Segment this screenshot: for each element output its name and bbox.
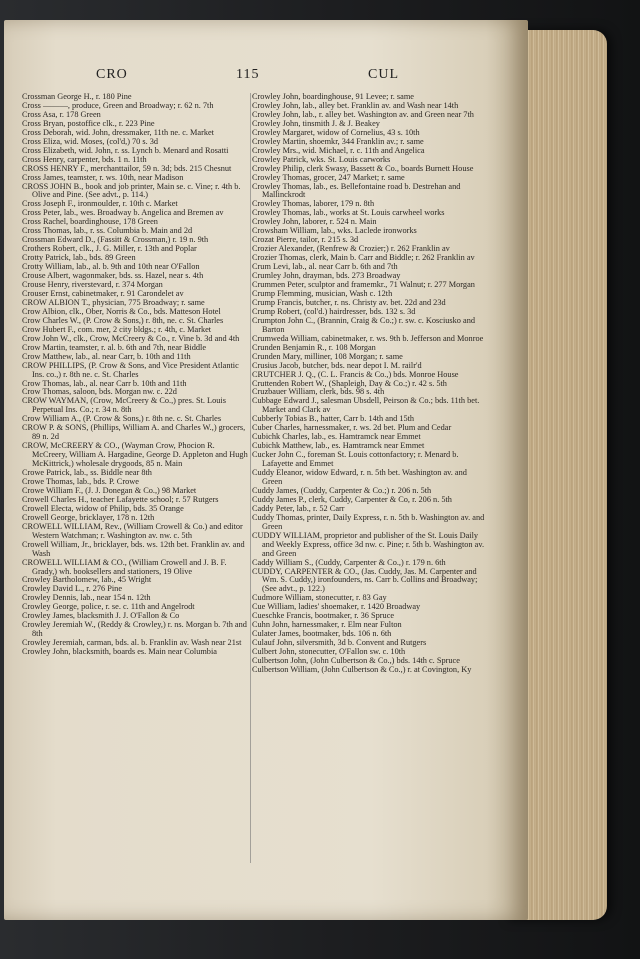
directory-entry: Crowley Bartholomew, lab., 45 Wright xyxy=(22,575,152,585)
directory-entry: Cubichk Charles, lab., es. Hamtramck near Emmet xyxy=(252,432,421,442)
directory-entry: CROWELL WILLIAM & CO., (William Crowell and J. B. F. Grady,) wh. booksellers and stationers, 19 Olive xyxy=(22,557,227,576)
directory-entry: Crow John W., clk., Crow, McCreery & Co., r. Vine b. 3d and 4th xyxy=(22,333,240,343)
directory-entry: Crotty William, lab., al. b. 9th and 10th near O'Fallon xyxy=(22,262,200,272)
directory-entry: Crossman Edward D., (Fassitt & Crossman,) r. 19 n. 9th xyxy=(22,235,209,245)
directory-entry: Crump Francis, butcher, r. ns. Christy av. bet. 22d and 23d xyxy=(252,297,446,307)
directory-entry: Cuhn John, harnessmaker, r. Elm near Fulton xyxy=(252,620,402,630)
directory-entry: Cuddy Eleanor, widow Edward, r. n. 5th bet. Washington av. and Green xyxy=(252,468,467,486)
directory-entry: Caddy William S., (Cuddy, Carpenter & Co.,) r. 179 n. 6th xyxy=(252,557,446,567)
directory-entry: Cruttenden Robert W., (Shapleigh, Day & Co.;) r. 42 s. 5th xyxy=(252,378,447,388)
directory-entry: Crowley John, lab., alley bet. Franklin av. and Wash near 14th xyxy=(252,100,459,110)
left-column xyxy=(22,93,248,657)
directory-entry: Crum Levi, lab., al. near Carr b. 6th and 7th xyxy=(252,262,398,272)
directory-entry: Crowley Jeremiah W., (Reddy & Crowley,) r. ns. Morgan b. 7th and 8th xyxy=(22,620,247,639)
directory-entry: Crowley James, blacksmith J. J. O'Fallon & Co xyxy=(22,611,180,621)
directory-entry: Cubbage Edward J., salesman Ubsdell, Peirson & Co.; bds. 11th bet. Market and Clark av xyxy=(252,396,480,415)
directory-entry: Crozier Thomas, clerk, Main b. Carr and Biddle; r. 262 Franklin av xyxy=(252,253,475,263)
directory-entry: Cubichk Matthew, lab., es. Hamtramck near Emmet xyxy=(252,441,425,451)
directory-entry: CROSS HENRY F., merchanttailor, 59 n. 3d; bds. 215 Chesnut xyxy=(22,163,232,173)
directory-entry: Crow William A., (P. Crow & Sons,) r. 8th ne. c. St. Charles xyxy=(22,414,222,424)
directory-entry: Cuddy James, (Cuddy, Carpenter & Co.;) r. 206 n. 5th xyxy=(252,485,432,495)
directory-entry: Crozier Alexander, (Renfrew & Crozier;) r. 262 Franklin av xyxy=(252,244,450,254)
directory-entry: Cross Asa, r. 178 Green xyxy=(22,109,101,119)
directory-entry: Crowley Thomas, laborer, 179 n. 8th xyxy=(252,199,375,209)
directory-entry: CROW WAYMAN, (Crow, McCreery & Co.,) pres. St. Louis Perpetual Ins. Co.; r. 34 n. 8th xyxy=(22,396,226,415)
directory-entry: Crumley John, drayman, bds. 273 Broadway xyxy=(252,271,401,281)
directory-entry: CROW, McCREERY & CO., (Wayman Crow, Phocion R. McCreery, William A. Hargadine, George D. Appleton and Hugh McKittrick,) wholesale drygoods, 85 n. Main xyxy=(22,441,248,469)
directory-entry: Culbertson William, (John Culbertson & Co.,) r. at Covington, Ky xyxy=(252,665,472,674)
column-divider xyxy=(250,93,251,863)
directory-entry: CROSS JOHN B., book and job printer, Main se. c. Vine; r. 4th b. Olive and Pine. (See advt., p. 114.) xyxy=(22,181,241,200)
right-column xyxy=(252,93,486,675)
directory-entry: Crowley John, lab., r. alley bet. Washington av. and Green near 7th xyxy=(252,109,474,119)
directory-entry: Crowley Margaret, widow of Cornelius, 43 s. 10th xyxy=(252,127,420,137)
directory-entry: Cross Peter, lab., wes. Broadway b. Angelica and Bremen av xyxy=(22,208,224,218)
directory-entry: Cruzbauer William, clerk, bds. 98 s. 4th xyxy=(252,387,385,397)
directory-entry: CUDDY WILLIAM, proprietor and publisher of the St. Louis Daily and Weekly Express, office 3d nw. c. Pine; r. 5th b. Washington av. and Green xyxy=(252,530,485,558)
directory-entry: Crow Hubert F., com. mer, 2 city bldgs.; r. 4th, c. Market xyxy=(22,324,212,334)
directory-entry: Cueschke Francis, bootmaker, r. 36 Spruce xyxy=(252,611,395,621)
page-header xyxy=(4,67,528,87)
directory-entry: Crumpton John C., (Brannin, Craig & Co.;) r. sw. c. Kosciusko and Barton xyxy=(252,315,476,334)
directory-entry: Cross Elizabeth, wid. John, r. ss. Lynch b. Menard and Rosatti xyxy=(22,145,229,155)
directory-entry: Crowley Thomas, lab., works at St. Louis carwheel works xyxy=(252,208,445,218)
directory-entry: Crouse Henry, riverstevard, r. 374 Morgan xyxy=(22,280,163,290)
directory-entry: Crowley Dennis, lab., near 154 n. 12th xyxy=(22,593,151,603)
directory-entry: Crothers Robert, clk., J. G. Miller, r. 13th and Poplar xyxy=(22,244,197,254)
directory-entry: Crowley John, boardinghouse, 91 Levee; r. same xyxy=(252,92,414,101)
directory-entry: Crowley John, blacksmith, boards es. Main near Columbia xyxy=(22,647,217,657)
directory-entry: Crowsham William, lab., wks. Laclede ironworks xyxy=(252,226,417,236)
directory-entry: Crowley John, laborer, r. 524 n. Main xyxy=(252,217,377,227)
directory-entry: Crunden Benjamin R., r. 108 Morgan xyxy=(252,342,376,352)
directory-entry: Crow Albion, clk., Ober, Norris & Co., bds. Matteson Hotel xyxy=(22,306,221,316)
directory-entry: CROW ALBION T., physician, 775 Broadway; r. same xyxy=(22,297,205,307)
directory-entry: Crow Martin, teamster, r. al. b. 6th and 7th, near Biddle xyxy=(22,342,207,352)
directory-entry: Cucker John C., foreman St. Louis cottonfactory; r. Menard b. Lafayette and Emmet xyxy=(252,450,459,469)
directory-entry: Crunden Mary, milliner, 108 Morgan; r. same xyxy=(252,351,403,361)
directory-entry: Crow Charles W., (P. Crow & Sons,) r. 8th, ne. c. St. Charles xyxy=(22,315,224,325)
directory-entry: Crow Thomas, saloon, bds. Morgan nw. c. 22d xyxy=(22,387,177,397)
directory-entry: Cross Rachel, boardinghouse, 178 Green xyxy=(22,217,158,227)
directory-entry: Cross Thomas, lab., r. ss. Columbia b. Main and 2d xyxy=(22,226,193,236)
directory-entry: Crowley George, police, r. se. c. 11th and Angelrodt xyxy=(22,602,195,612)
directory-entry: Cross Deborah, wid. John, dressmaker, 11th ne. c. Market xyxy=(22,127,214,137)
directory-entry: Culbertson John, (John Culbertson & Co.,) bds. 14th c. Spruce xyxy=(252,656,460,666)
directory-entry: CROW P. & SONS, (Phillips, William A. and Charles W.,) grocers, 89 n. 2d xyxy=(22,423,246,442)
directory-entry: CROW PHILLIPS, (P. Crow & Sons, and Vice President Atlantic Ins. co.,) r. 8th ne. c. St. Charles xyxy=(22,360,239,379)
directory-entry: Crowell George, bricklayer, 178 n. 12th xyxy=(22,512,155,522)
directory-entry: Crowley Martin, shoemkr, 344 Franklin av.; r. same xyxy=(252,136,424,146)
directory-entry: Crowell Charles H., teacher Lafayette school; r. 57 Rutgers xyxy=(22,494,219,504)
directory-entry: Crow Thomas, lab., al. near Carr b. 10th and 11th xyxy=(22,378,187,388)
directory-entry: CUDDY, CARPENTER & CO., (Jas. Cuddy, Jas. M. Carpenter and Wm. S. Cuddy,) ironfounders, ns. Carr b. Collins and Broadway; (See advt., p. 122.) xyxy=(252,566,478,594)
directory-entry: Cuddy Thomas, printer, Daily Express, r. n. 5th b. Washington av. and Green xyxy=(252,512,485,531)
directory-page xyxy=(4,20,528,920)
directory-entry: Crow Matthew, lab., al. near Carr, b. 10th and 11th xyxy=(22,351,191,361)
directory-entry: Cross Henry, carpenter, bds. 1 n. 11th xyxy=(22,154,147,164)
directory-entry: Crowley John, tinsmith J. & J. Beakey xyxy=(252,118,380,128)
header-left-guide: CRO xyxy=(96,67,128,82)
directory-entry: Crowley David L., r. 276 Pine xyxy=(22,584,123,594)
directory-entry: Cross ———, produce, Green and Broadway; r. 62 n. 7th xyxy=(22,100,214,110)
directory-entry: Crowe Patrick, lab., ss. Biddle near 8th xyxy=(22,468,152,478)
directory-entry: Crowe William F., (J. J. Donegan & Co.,) 98 Market xyxy=(22,485,197,495)
directory-entry: Cross Joseph F., ironmoulder, r. 10th c. Market xyxy=(22,199,178,209)
directory-entry: Crowley Philip, clerk Swasy, Bassett & Co., boards Burnett House xyxy=(252,163,474,173)
directory-entry: Crozat Pierre, tailor, r. 215 s. 3d xyxy=(252,235,359,245)
directory-entry: Crusius Jacob, butcher, bds. near depot I. M. railr'd xyxy=(252,360,422,370)
directory-entry: Culbert John, stonecutter, O'Fallon sw. c. 10th xyxy=(252,647,406,657)
directory-entry: Cuber Charles, harnessmaker, r. ws. 2d bet. Plum and Cedar xyxy=(252,423,452,433)
directory-entry: Crowley Thomas, lab., es. Bellefontaine road b. Destrehan and Mallinckrodt xyxy=(252,181,461,200)
directory-entry: Crowell Electa, widow of Philip, bds. 35 Orange xyxy=(22,503,184,513)
directory-entry: Cudmore William, stonecutter, r. 83 Gay xyxy=(252,593,387,603)
directory-entry: Crowley Thomas, grocer, 247 Market; r. same xyxy=(252,172,405,182)
directory-entry: Crowe Thomas, lab., bds. P. Crowe xyxy=(22,476,139,486)
directory-entry: Crouse Albert, wagonmaker, bds. ss. Hazel, near s. 4th xyxy=(22,271,204,281)
directory-entry: Crouser Ernst, cabinetmaker, r. 91 Carondelet av xyxy=(22,288,184,298)
header-right-guide: CUL xyxy=(368,67,399,82)
directory-entry: Crotty Patrick, lab., bds. 89 Green xyxy=(22,253,136,263)
directory-entry: Culauf John, silversmith, 3d b. Convent and Rutgers xyxy=(252,638,427,648)
directory-entry: Caddy Peter, lab., r. 52 Carr xyxy=(252,503,345,513)
directory-entry: Cue William, ladies' shoemaker, r. 1420 Broadway xyxy=(252,602,421,612)
page-number: 115 xyxy=(236,67,260,82)
directory-entry: Crump Robert, (col'd.) hairdresser, bds. 132 s. 3d xyxy=(252,306,416,316)
directory-entry: Culater James, bootmaker, bds. 106 n. 6th xyxy=(252,629,392,639)
directory-entry: Crump Flemming, musician, Wash c. 12th xyxy=(252,288,393,298)
directory-entry: Cubberly Tobias B., hatter, Carr b. 14th and 15th xyxy=(252,414,415,424)
directory-entry: Crowley Patrick, wks. St. Louis carworks xyxy=(252,154,391,164)
directory-entry: Cuddy James P., clerk, Cuddy, Carpenter & Co, r. 206 n. 5th xyxy=(252,494,452,504)
directory-entry: CROWELL WILLIAM, Rev., (William Crowell & Co.) and editor Western Watchman; r. Washington av. nw. c. 5th xyxy=(22,521,243,540)
directory-entry: Crowley Jeremiah, carman, bds. al. b. Franklin av. Wash near 21st xyxy=(22,638,242,648)
directory-entry: Crowley Mrs., wid. Michael, r. c. 11th and Angelica xyxy=(252,145,425,155)
directory-entry: Crummen Peter, sculptor and framemkr., 71 Walnut; r. 277 Morgan xyxy=(252,280,475,290)
directory-entry: Cross Bryan, postoffice clk., r. 223 Pine xyxy=(22,118,155,128)
directory-entry: Crumweda William, cabinetmaker, r. ws. 9th b. Jefferson and Monroe xyxy=(252,333,484,343)
directory-entry: CRUTCHER J. Q., (C. L. Francis & Co.,) bds. Monroe House xyxy=(252,369,459,379)
directory-entry: Crossman George H., r. 180 Pine xyxy=(22,92,132,101)
directory-entry: Cross Eliza, wid. Moses, (col'd,) 70 s. 3d xyxy=(22,136,159,146)
directory-entry: Cross James, teamster, r. ws. 10th, near Madison xyxy=(22,172,184,182)
directory-entry: Crowell William, Jr., bricklayer, bds. ws. 12th bet. Franklin av. and Wash xyxy=(22,539,245,558)
